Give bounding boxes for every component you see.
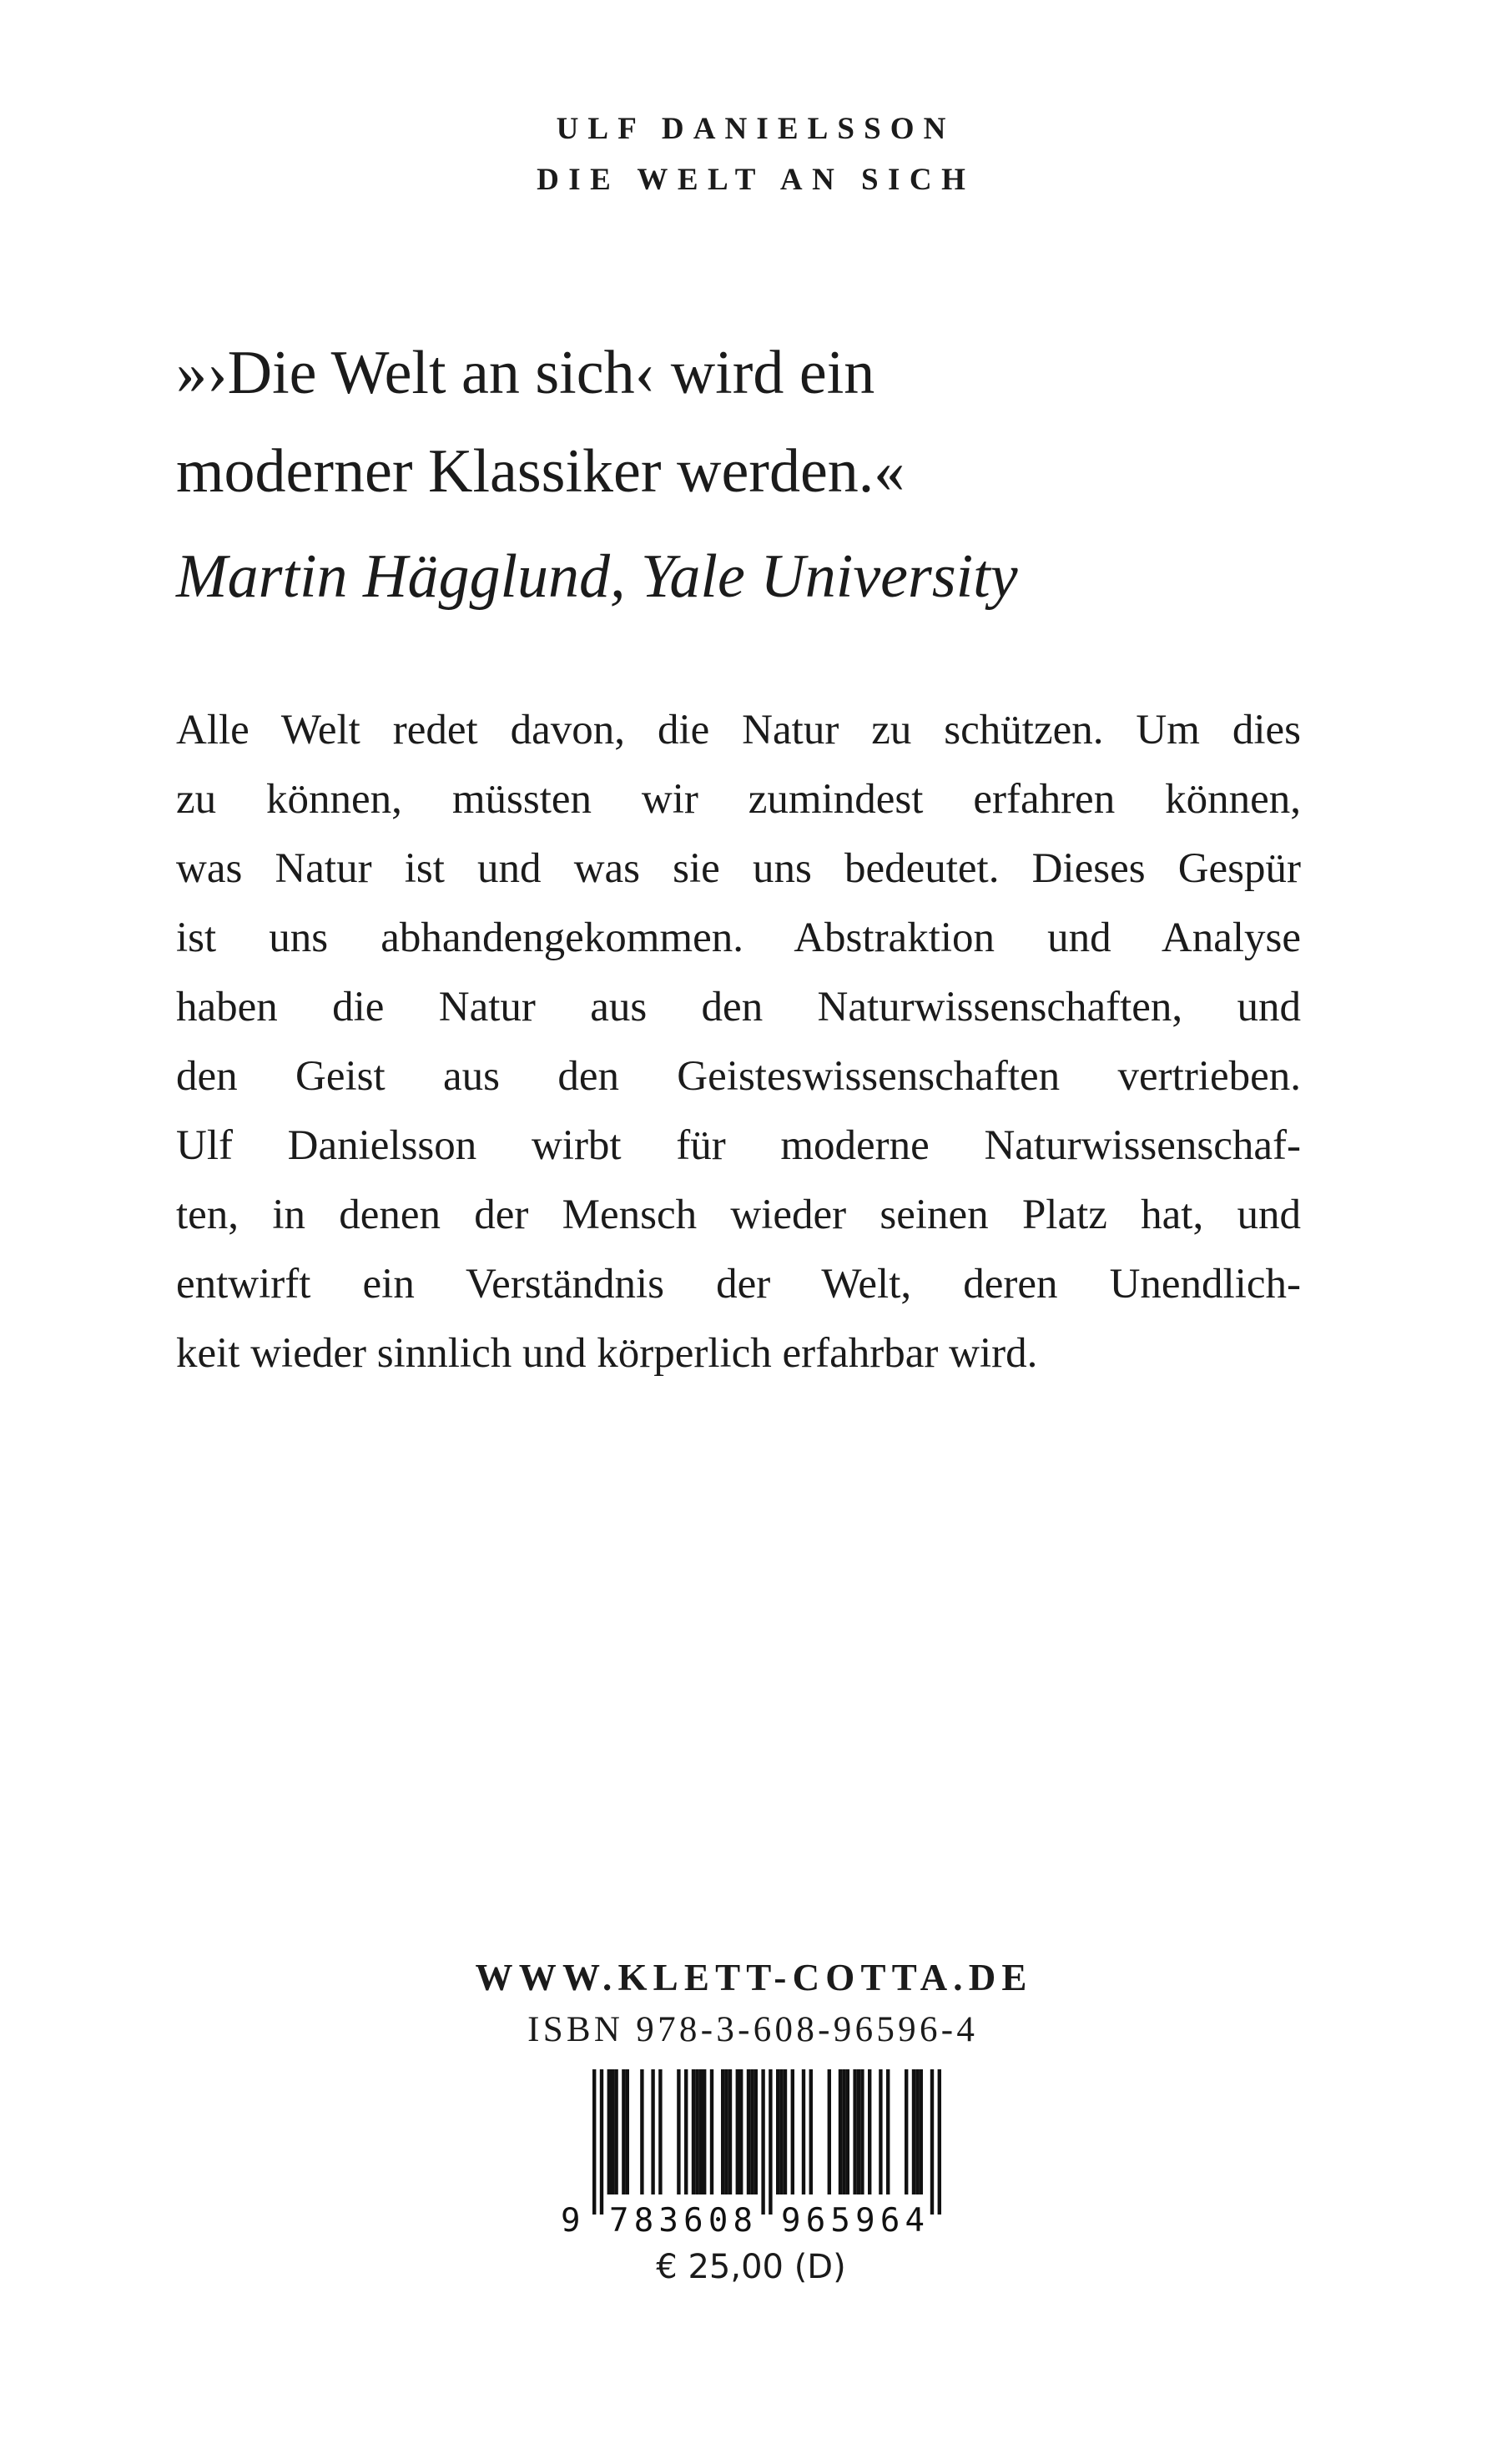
blurb-paragraph (176, 696, 1301, 1388)
svg-text:783608: 783608 (609, 2202, 753, 2236)
blurb-line: Ulf Danielsson wirbt für moderne Naturwissenschaf- (176, 1122, 1301, 1169)
svg-text:9: 9 (561, 2202, 581, 2236)
review-quote (176, 324, 1018, 626)
quote-line: »›Die Welt an sich‹ wird ein (176, 339, 875, 407)
blurb-line: Alle Welt redet davon, die Natur zu schützen. Um dies (176, 707, 1301, 753)
blurb-line: zu können, müssten wir zumindest erfahren können, (176, 776, 1301, 823)
cover-header (0, 103, 1502, 205)
ean13-barcode (556, 2069, 946, 2236)
publisher-website: WWW.KLETT-COTTA.DE (475, 1957, 1033, 1998)
blurb-line: keit wieder sinnlich und körperlich erfahrbar wird. (176, 1330, 1038, 1377)
blurb-line: entwirft ein Verständnis der Welt, deren Unendlich- (176, 1261, 1301, 1308)
isbn-text: ISBN 978-3-608-96596-4 (527, 2010, 979, 2049)
blurb-line: haben die Natur aus den Naturwissenschaften, und (176, 984, 1301, 1030)
quote-line: moderner Klassiker werden.« (176, 437, 905, 506)
blurb-line: den Geist aus den Geisteswissenschaften vertrieben. (176, 1053, 1301, 1100)
price-text: € 25,00 (D) (656, 2248, 846, 2286)
blurb-line: was Natur ist und was sie uns bedeutet. Dieses Gespür (176, 845, 1301, 892)
quote-attribution: Martin Hägglund, Yale University (176, 542, 1018, 611)
svg-text:965964: 965964 (781, 2202, 925, 2236)
barcode-container (0, 2069, 1502, 2240)
blurb-line: ten, in denen der Mensch wieder seinen Platz hat, und (176, 1192, 1301, 1238)
book-title: DIE WELT AN SICH (537, 163, 975, 197)
blurb-line: ist uns abhandengekommen. Abstraktion und Analyse (176, 915, 1301, 961)
author-name: ULF DANIELSSON (556, 112, 955, 146)
